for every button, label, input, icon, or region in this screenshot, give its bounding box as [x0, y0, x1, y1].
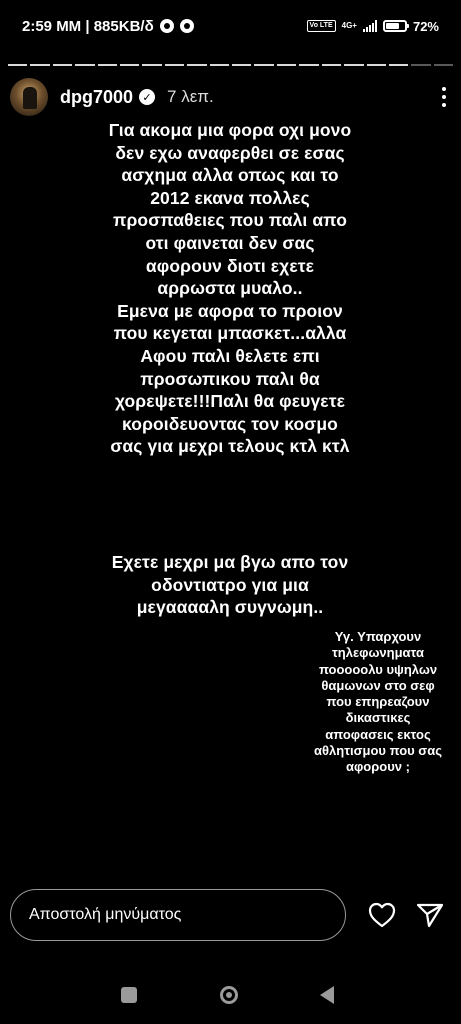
- story-text-main: Για ακομα μια φορα οχι μονο δεν εχω αναφερθει σε εσας ασχημα αλλα οπως και το 2012 εκανα πολλες προσπαθειες που παλι απο οτι φαινεται δεν σας αφορουν διοτι εχετε αρρωστα μυαλο.. Εμενα με αφορα το προιον που κεγεται μπασκετ...αλλα Αφου παλι θελετε επι προσωπικου παλι θα χορεψετε!!!Παλι θα φευγετε κοροιδευοντας τον κοσμο σας για μεχρι τελους κτλ κτλ: [108, 120, 352, 457]
- story-progress-segment: [411, 64, 430, 66]
- story-text-second: Εχετε μεχρι μα βγω απο τον οδοντιατρο για μια μεγααααλη συγνωμη..: [111, 552, 349, 618]
- status-left: [22, 18, 194, 35]
- story-progress-segment: [232, 64, 251, 66]
- story-progress-segment: [367, 64, 386, 66]
- battery-percent: 72%: [412, 18, 439, 34]
- status-right: [307, 19, 439, 34]
- avatar[interactable]: [10, 78, 48, 116]
- system-nav-bar: [0, 980, 461, 1010]
- back-button[interactable]: [312, 980, 342, 1010]
- message-bar: [10, 888, 451, 942]
- story-progress-segment: [75, 64, 94, 66]
- back-triangle-icon: [320, 986, 334, 1004]
- send-message-input[interactable]: [10, 889, 346, 941]
- story-progress-segment: [389, 64, 408, 66]
- status-time: 2:59 MM | 885KB/δ: [22, 17, 154, 35]
- story-time-ago: 7 λεπ.: [167, 87, 214, 106]
- recents-button[interactable]: [114, 980, 144, 1010]
- story-progress-segment: [299, 64, 318, 66]
- like-heart-icon[interactable]: [364, 897, 400, 933]
- status-bar: [0, 0, 461, 52]
- story-progress-segment: [277, 64, 296, 66]
- story-progress-segment: [120, 64, 139, 66]
- story-progress-bar: [8, 64, 453, 67]
- app-notification-icon: [180, 19, 194, 33]
- story-progress-segment: [30, 64, 49, 66]
- story-progress-segment: [53, 64, 72, 66]
- more-options-icon[interactable]: [437, 87, 451, 107]
- story-progress-segment: [344, 64, 363, 66]
- story-progress-segment: [254, 64, 273, 66]
- home-circle-icon: [220, 986, 238, 1004]
- story-progress-segment: [434, 64, 453, 66]
- story-progress-segment: [98, 64, 117, 66]
- recents-square-icon: [121, 987, 137, 1003]
- story-progress-segment: [8, 64, 27, 66]
- story-progress-segment: [322, 64, 341, 66]
- story-progress-segment: [210, 64, 229, 66]
- home-button[interactable]: [214, 980, 244, 1010]
- story-progress-segment: [165, 64, 184, 66]
- story-header: [10, 78, 451, 116]
- network-type: 4G+: [341, 21, 357, 30]
- send-icon[interactable]: [412, 897, 448, 933]
- story-text-ps: Υγ. Υπαρχουν τηλεφωνηματα ποοοοολυ υψηλων θαμωνων στο σεφ που επηρεαζουν δικαστικες αποφασεις εκτος αθλητισμου που σας αφορουν ;: [314, 629, 442, 775]
- story-progress-segment: [187, 64, 206, 66]
- verified-badge-icon: ✓: [139, 89, 155, 105]
- volte-badge: Vo LTE: [307, 20, 336, 32]
- messenger-icon: [160, 19, 174, 33]
- story-progress-segment: [142, 64, 161, 66]
- username[interactable]: dpg7000: [60, 86, 134, 107]
- battery-icon: [383, 20, 407, 32]
- signal-icon: [363, 20, 377, 32]
